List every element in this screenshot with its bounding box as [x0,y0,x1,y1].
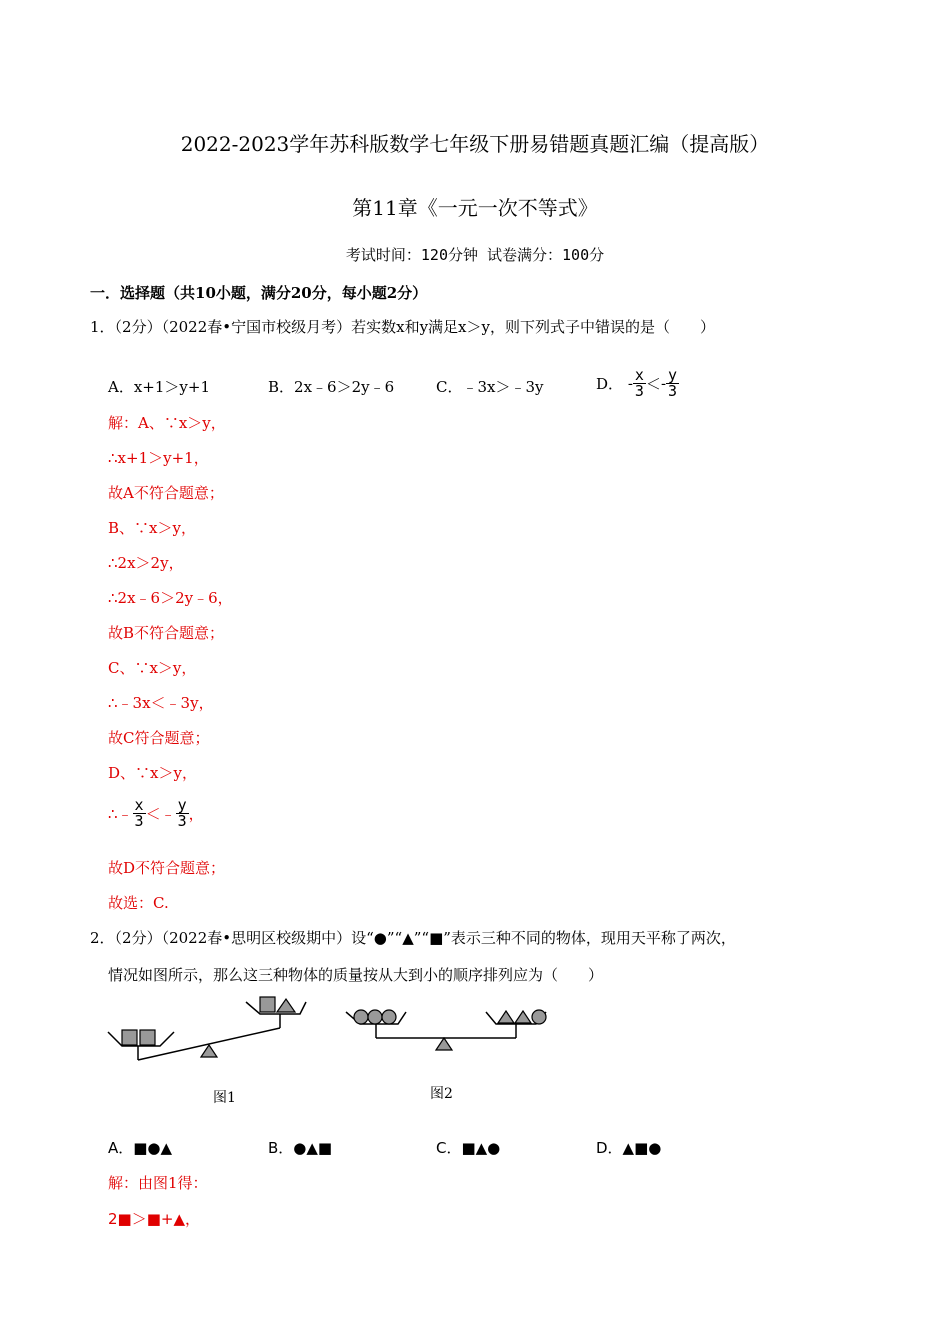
sol-frac-mid: ＜﹣ [145,805,176,823]
triangle-object [498,1011,514,1023]
right-pan [246,1002,306,1014]
fulcrum-icon [201,1045,217,1057]
q1-solution-tail-1: 故D不符合题意； [108,859,226,877]
q1-solution-line-11: D、∵x＞y， [108,764,197,782]
square-object [140,1030,155,1045]
question-2-stem-line-2: 情况如图所示，那么这三种物体的质量按从大到小的顺序排列应为（ ） [108,966,604,984]
q1-option-b: B．2x﹣6＞2y﹣6 [268,378,395,396]
q1-solution-line-4: B、∵x＞y， [108,519,196,537]
fraction-numerator: y [177,796,187,814]
q1-option-c: C．﹣3x＞﹣3y [436,378,544,396]
q2-solution-line-1: 解：由图1得： [108,1174,208,1192]
section-heading: 一．选择题（共10小题，满分20分，每小题2分） [90,284,428,302]
sol-frac-prefix: ∴﹣ [108,805,133,823]
fraction-denominator: 3 [668,382,678,400]
q1-solution-line-9: ∴﹣3x＜﹣3y， [108,694,214,712]
circle-object [382,1010,396,1024]
q1-option-d-minus-2: - [660,374,667,393]
q1-option-d-fraction-2 [666,368,679,399]
triangle-object [515,1011,531,1023]
sol-fraction-1 [133,798,146,829]
q1-solution-line-8: C、∵x＞y， [108,659,197,677]
q1-option-d [596,368,679,399]
circle-object [354,1010,368,1024]
sol-frac-suffix: ， [188,805,204,823]
fraction-numerator: x [134,796,144,814]
q1-solution-line-6: ∴2x﹣6＞2y﹣6， [108,589,233,607]
q1-solution-line-10: 故C符合题意； [108,729,210,747]
question-2-stem-line-1: 2．（2分）（2022春•思明区校级期中）设“●”“▲”“■”表示三种不同的物体，现用天平称了两次， [90,929,736,947]
figure-1-balance [100,990,320,1065]
q1-option-d-fraction-1 [633,368,646,399]
q2-solution-line-2: 2■＞■+▲， [108,1210,200,1228]
figure-1-label: 图1 [213,1090,236,1106]
fraction-numerator: x [634,366,644,384]
question-1-stem: 1．（2分）（2022春•宁国市校级月考）若实数x和y满足x＞y，则下列式子中错误的是（ ） [90,318,715,336]
q1-solution-line-3: 故A不符合题意； [108,484,224,502]
q1-option-a: A．x+1＞y+1 [108,378,210,396]
circle-object [368,1010,382,1024]
document-title: 2022-2023学年苏科版数学七年级下册易错题真题汇编（提高版） [180,132,770,156]
figure-2-balance [340,1000,555,1055]
q2-option-a: A．■●▲ [108,1139,173,1157]
q1-option-d-lt: ＜ [645,375,661,393]
fraction-numerator: y [668,366,678,384]
q1-solution-line-5: ∴2x＞2y， [108,554,184,572]
q2-option-b: B．●▲■ [268,1139,333,1157]
triangle-object [277,999,295,1012]
q1-solution-line-7: 故B不符合题意； [108,624,225,642]
exam-info: 考试时间：120分钟 试卷满分：100分 [345,246,605,264]
square-object [122,1030,137,1045]
q1-solution-fraction-line [108,798,204,829]
square-object [260,997,275,1012]
q1-solution-line-2: ∴x+1＞y+1， [108,449,209,467]
q1-option-d-prefix: D． [596,375,624,393]
fulcrum-icon [436,1038,452,1050]
q1-option-d-minus: - [627,374,633,393]
q1-solution-tail-2: 故选：C. [108,894,169,912]
figure-2-label: 图2 [430,1086,453,1102]
fraction-denominator: 3 [134,812,144,830]
q2-option-d: D．▲■● [596,1139,662,1157]
q2-option-c: C．■▲● [436,1139,501,1157]
fraction-denominator: 3 [634,382,644,400]
chapter-title: 第11章《一元一次不等式》 [352,196,598,220]
sol-fraction-2 [176,798,189,829]
circle-object [532,1010,546,1024]
fraction-denominator: 3 [177,812,187,830]
q1-solution-line-1: 解：A、∵x＞y， [108,414,226,432]
